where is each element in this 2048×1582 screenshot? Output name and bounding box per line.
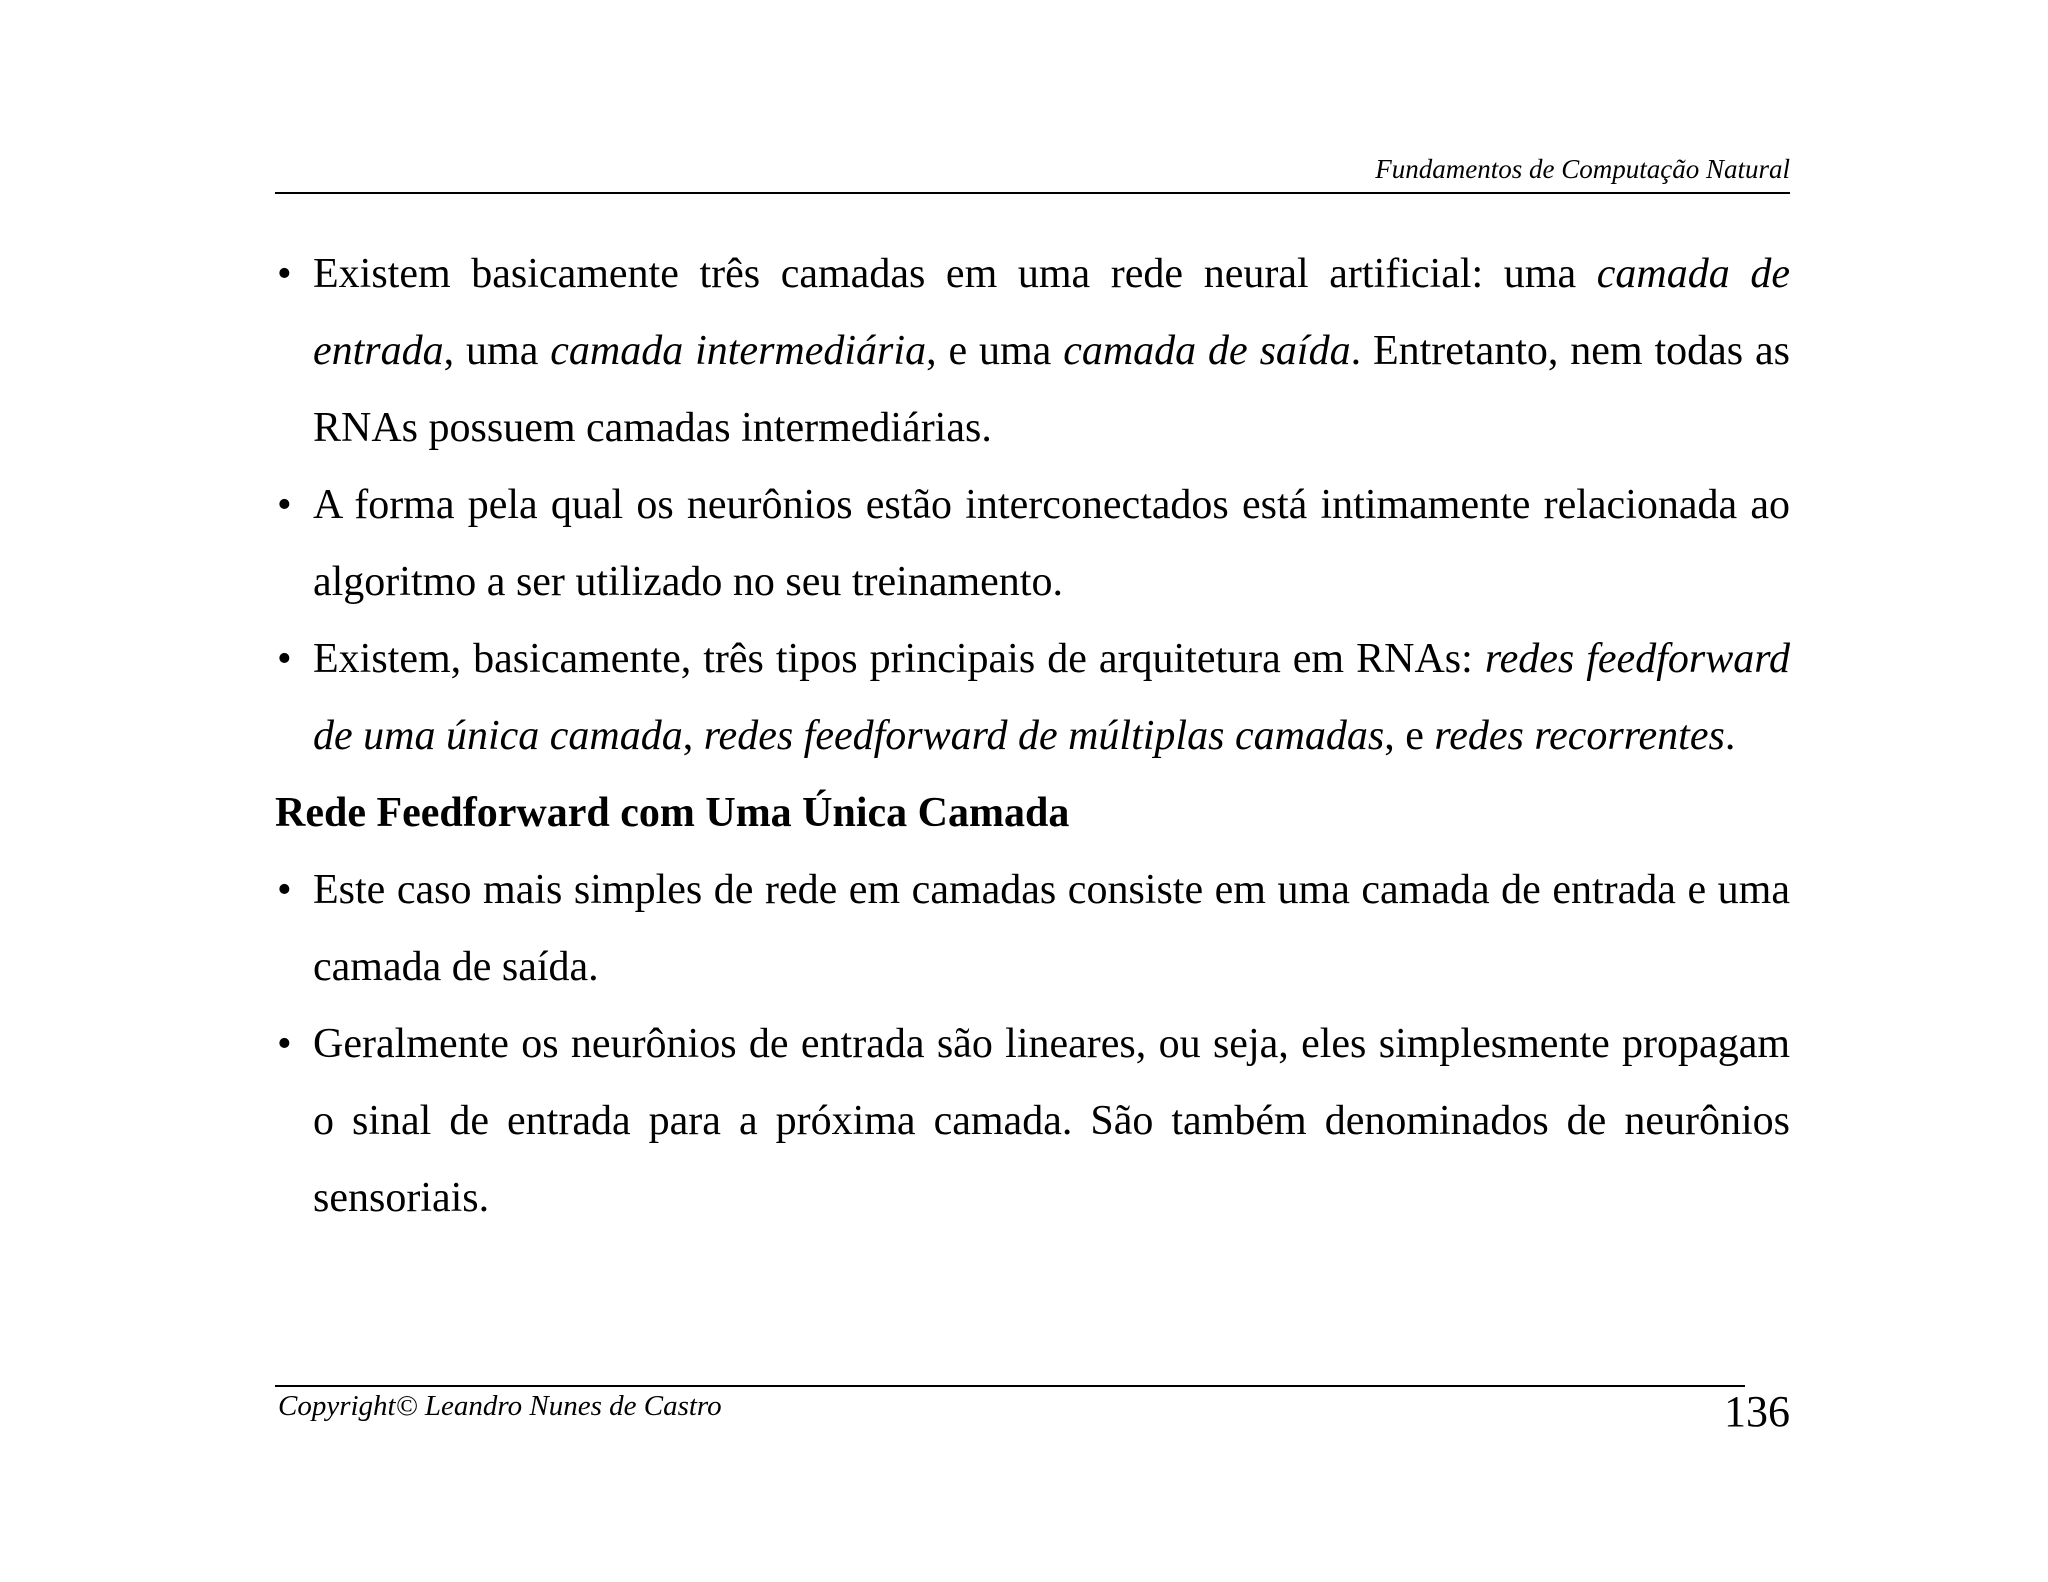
text-run: Existem basicamente três camadas em uma rede neural artificial: uma [313, 251, 1597, 297]
bullet-icon: • [277, 251, 292, 297]
header-divider [275, 192, 1790, 194]
text-run: , e uma [926, 328, 1064, 374]
text-run: A forma pela qual os neurônios estão interconectados está intimamente relacionada ao algoritmo a ser utilizado no seu treinamento. [313, 482, 1790, 605]
text-run: Existem, basicamente, três tipos principais de arquitetura em RNAs: [313, 636, 1485, 682]
bullet-list-top [275, 236, 1790, 775]
bullet-item [275, 621, 1790, 775]
bullet-text [313, 867, 1790, 990]
emphasized-term: redes recorrentes [1434, 713, 1725, 759]
section-heading: Rede Feedforward com Uma Única Camada [275, 790, 1070, 836]
emphasized-term: camada de entrada [313, 251, 1790, 374]
emphasized-term: camada intermediária [550, 328, 927, 374]
page-content [275, 236, 1790, 1237]
bullet-icon: • [277, 867, 292, 913]
bullet-list-bottom [275, 852, 1790, 1237]
page-number: 136 [1724, 1387, 1790, 1436]
text-run: , uma [443, 328, 551, 374]
bullet-icon: • [277, 636, 292, 682]
text-run: . [1724, 713, 1736, 759]
bullet-text [313, 1021, 1790, 1221]
bullet-item [275, 1006, 1790, 1237]
bullet-icon: • [277, 482, 292, 528]
bullet-item [275, 852, 1790, 1006]
bullet-icon: • [277, 1021, 292, 1067]
bullet-text [313, 636, 1790, 759]
running-header-title: Fundamentos de Computação Natural [1375, 154, 1790, 184]
text-run: Geralmente os neurônios de entrada são lineares, ou seja, eles simplesmente propagam o sinal de entrada para a próxima camada. São também denominados de neurônios sensoriais. [313, 1021, 1790, 1221]
bullet-item [275, 467, 1790, 621]
bullet-text [313, 482, 1790, 605]
text-run: Este caso mais simples de rede em camadas consiste em uma camada de entrada e uma camada de saída. [313, 867, 1790, 990]
footer-divider [275, 1385, 1745, 1387]
text-run: , [682, 713, 704, 759]
footer-copyright: Copyright© Leandro Nunes de Castro [278, 1390, 722, 1422]
text-run: . Entretanto, nem todas as RNAs possuem camadas intermediárias. [313, 328, 1791, 451]
text-run: , e [1384, 713, 1435, 759]
emphasized-term: camada de saída [1063, 328, 1351, 374]
emphasized-term: redes feedforward de múltiplas camadas [703, 713, 1385, 759]
emphasized-term: redes feedforward de uma única camada [313, 636, 1791, 759]
bullet-text [313, 251, 1790, 451]
bullet-item [275, 236, 1790, 467]
